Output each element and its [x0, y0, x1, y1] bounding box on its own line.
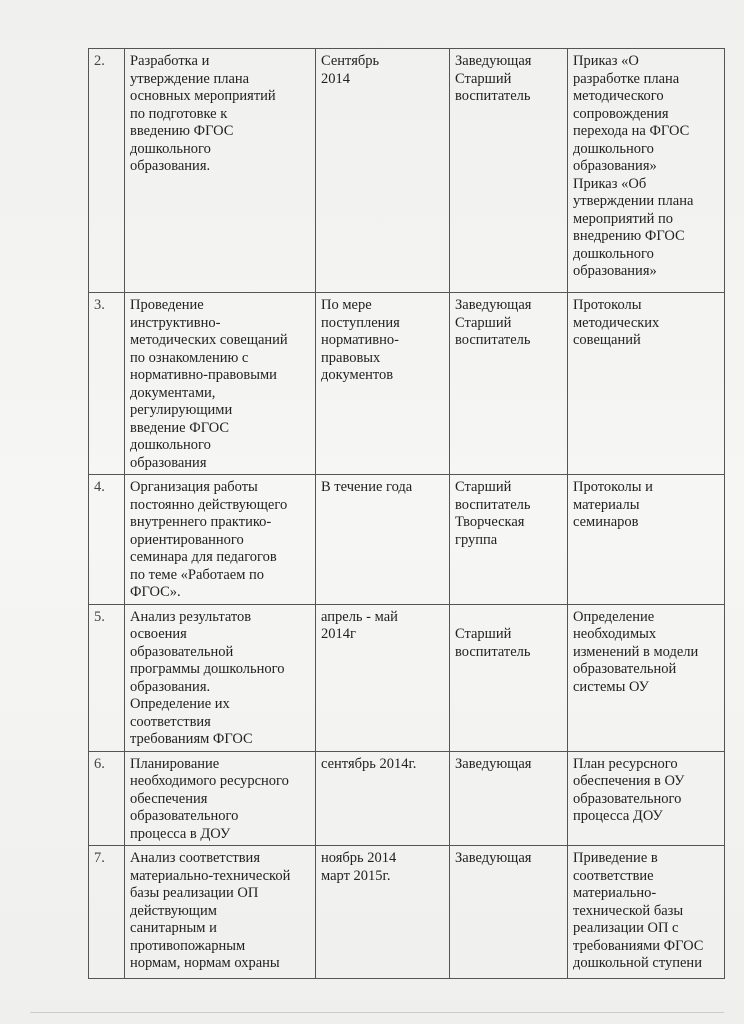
result-cell: Протоколы и материалы семинаров [568, 475, 725, 605]
result-cell: Определение необходимых изменений в модели образовательной системы ОУ [568, 604, 725, 751]
responsible-cell: Старший воспитатель [450, 604, 568, 751]
deadline-cell: сентябрь 2014г. [316, 751, 450, 846]
result-cell: Приказ «О разработке плана методического сопровождения перехода на ФГОС дошкольного образования» Приказ «Об утверждении плана мероприятий по внедрению ФГОС дошкольного образования» [568, 49, 725, 293]
activity-cell: Проведение инструктивно- методических совещаний по ознакомлению с нормативно-правовыми документами, регулирующими введение ФГОС дошкольного образования [125, 293, 316, 475]
deadline-cell: По мере поступления нормативно- правовых документов [316, 293, 450, 475]
table-row [89, 846, 725, 979]
deadline-cell: В течение года [316, 475, 450, 605]
table-row [89, 604, 725, 751]
table-row [89, 49, 725, 293]
deadline-cell: Сентябрь 2014 [316, 49, 450, 293]
row-number: 7. [89, 846, 125, 979]
activity-cell: Организация работы постоянно действующего внутреннего практико- ориентированного семинара для педагогов по теме «Работаем по ФГОС». [125, 475, 316, 605]
result-cell: Приведение в соответствие материально- технической базы реализации ОП с требованиями ФГОС дошкольной ступени [568, 846, 725, 979]
table-row [89, 293, 725, 475]
responsible-cell: Старший воспитатель Творческая группа [450, 475, 568, 605]
result-cell: Протоколы методических совещаний [568, 293, 725, 475]
table-row [89, 751, 725, 846]
responsible-cell: Заведующая Старший воспитатель [450, 49, 568, 293]
row-number: 3. [89, 293, 125, 475]
activity-cell: Анализ соответствия материально-технической базы реализации ОП действующим санитарным и противопожарным нормам, нормам охраны [125, 846, 316, 979]
deadline-cell: ноябрь 2014 март 2015г. [316, 846, 450, 979]
page-bottom-rule [30, 1012, 724, 1013]
table-row [89, 475, 725, 605]
activity-cell: Разработка и утверждение плана основных мероприятий по подготовке к введению ФГОС дошкольного образования. [125, 49, 316, 293]
activities-table [88, 48, 725, 979]
responsible-cell: Заведующая [450, 751, 568, 846]
activity-cell: Планирование необходимого ресурсного обеспечения образовательного процесса в ДОУ [125, 751, 316, 846]
row-number: 2. [89, 49, 125, 293]
activity-cell: Анализ результатов освоения образовательной программы дошкольного образования. Определение их соответствия требованиям ФГОС [125, 604, 316, 751]
row-number: 4. [89, 475, 125, 605]
row-number: 6. [89, 751, 125, 846]
deadline-cell: апрель - май 2014г [316, 604, 450, 751]
row-number: 5. [89, 604, 125, 751]
responsible-cell: Заведующая [450, 846, 568, 979]
result-cell: План ресурсного обеспечения в ОУ образовательного процесса ДОУ [568, 751, 725, 846]
responsible-cell: Заведующая Старший воспитатель [450, 293, 568, 475]
